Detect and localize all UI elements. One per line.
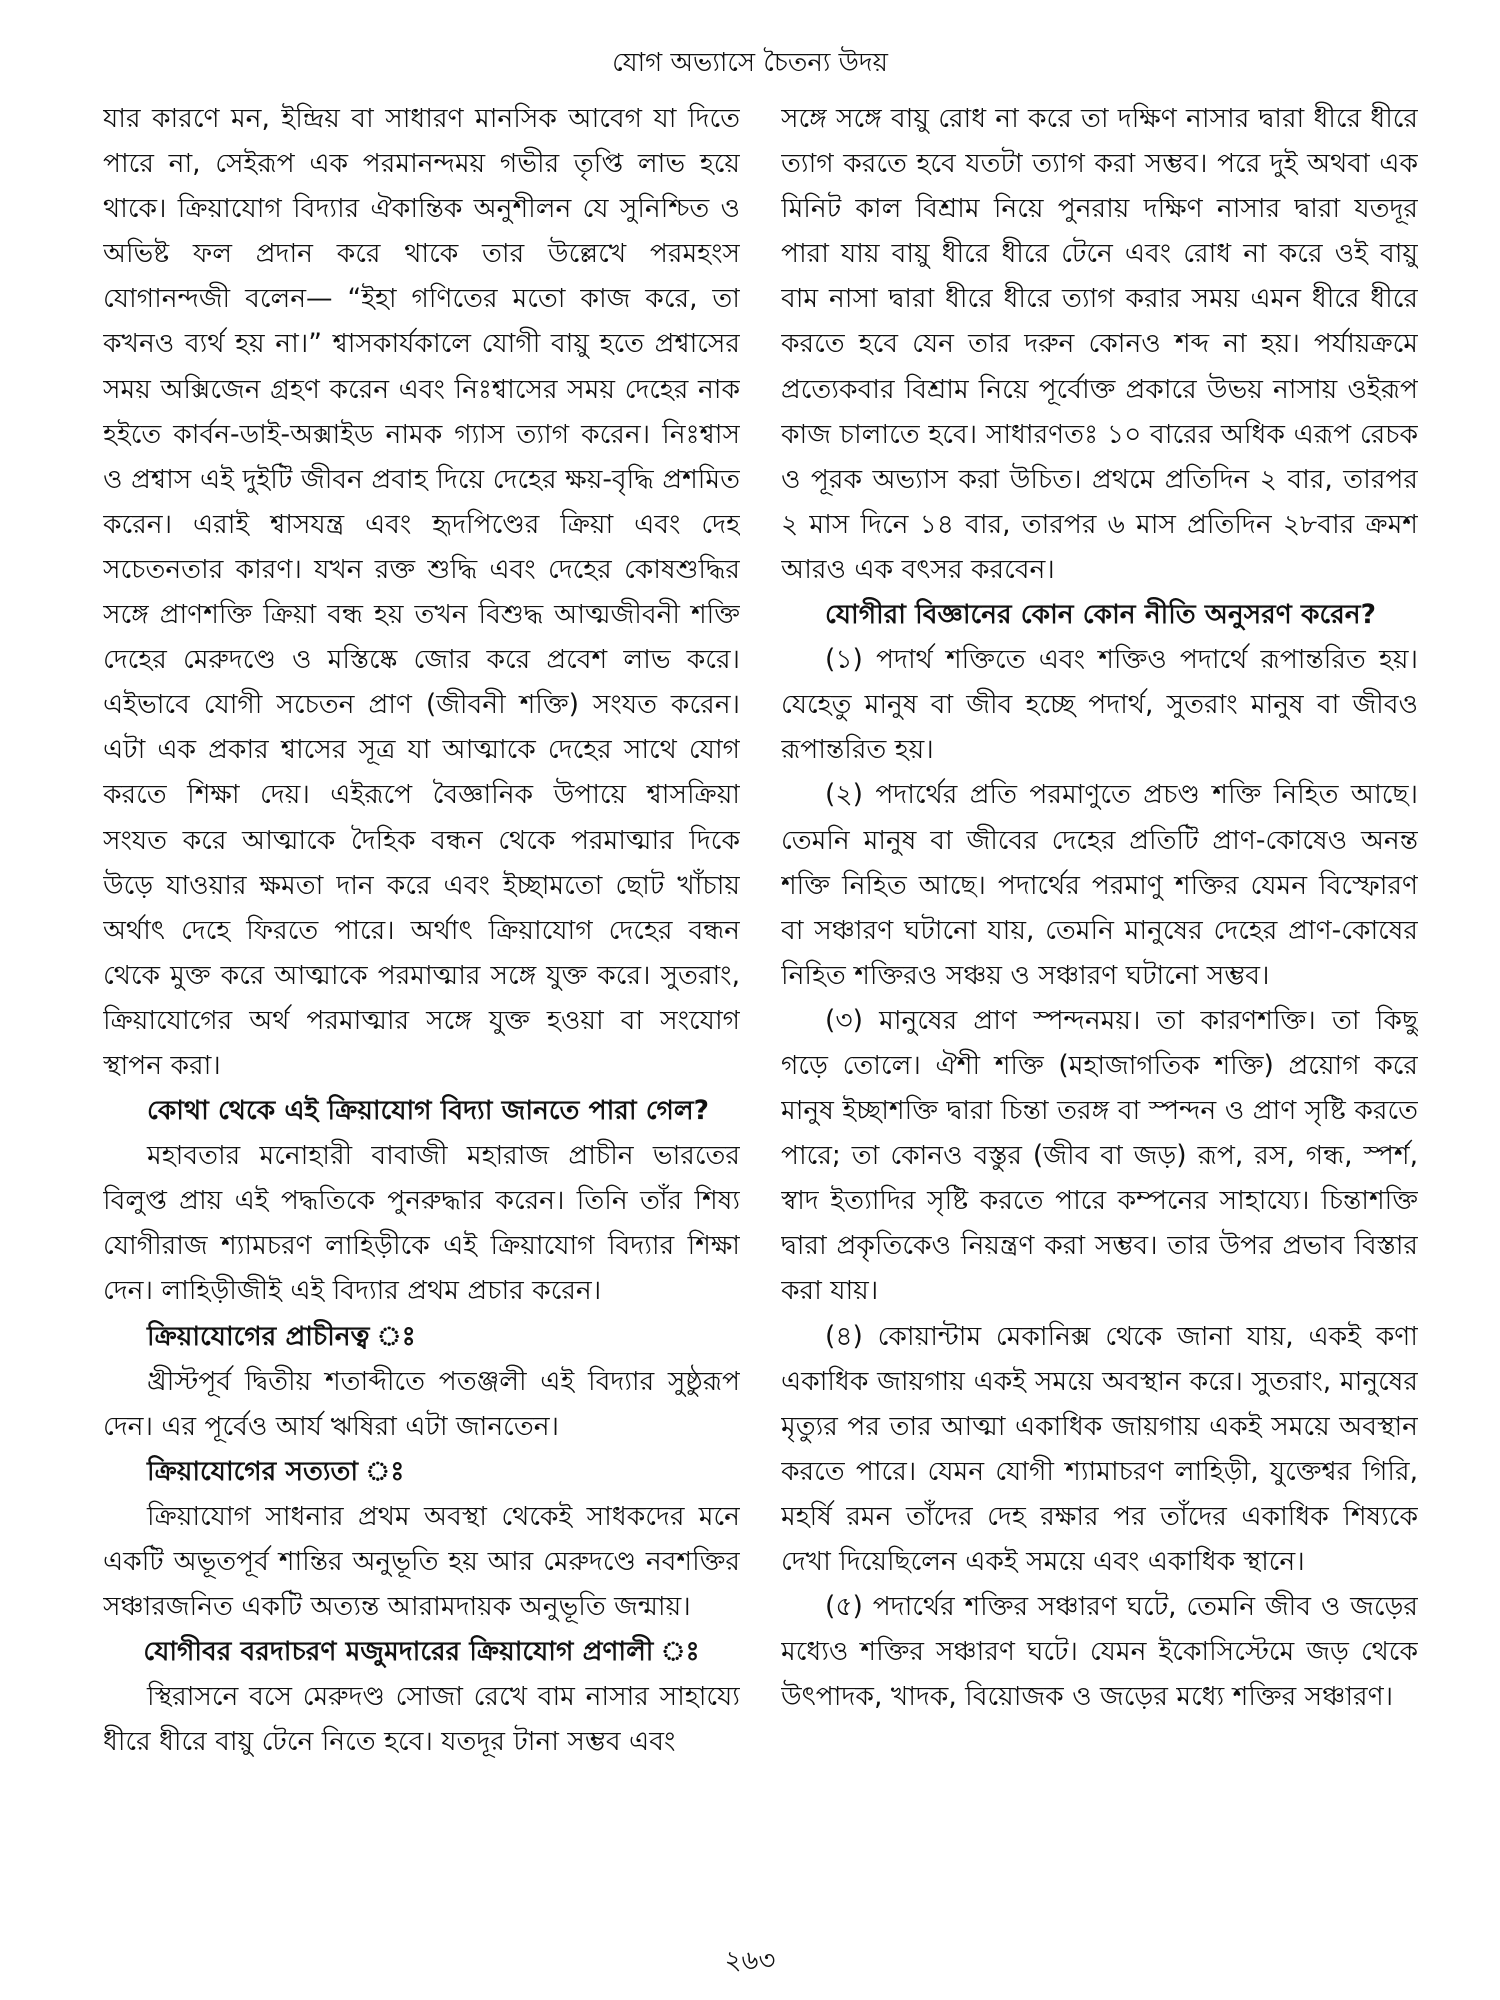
- paragraph-principle-4: (৪) কোয়ান্টাম মেকানিক্স থেকে জানা যায়, একই কণা একাধিক জায়গায় একই সময়ে অবস্থান করে। সুতরাং, মানুষের মৃত্যুর পর তার আত্মা একাধিক জায়গায় একই সময়ে অবস্থান করতে পারে। যেমন যোগী শ্যামাচরণ লাহিড়ী, যুক্তেশ্বর গিরি, মহর্ষি রমন তাঁদের দেহ রক্ষার পর তাঁদের একাধিক শিষ্যকে দেখা দিয়েছিলেন একই সময়ে এবং একাধিক স্থানে।: [781, 1320, 1418, 1577]
- heading-science-question: যোগীরা বিজ্ঞানের কোন কোন নীতি অনুসরণ করেন?: [825, 599, 1376, 631]
- right-column: [781, 96, 1418, 1936]
- paragraph-method-continued: সঙ্গে সঙ্গে বায়ু রোধ না করে তা দক্ষিণ নাসার দ্বারা ধীরে ধীরে ত্যাগ করতে হবে যতটা ত্যাগ করা সম্ভব। পরে দুই অথবা এক মিনিট কাল বিশ্রাম নিয়ে পুনরায় দক্ষিণ নাসার দ্বারা যতদূর পারা যায় বায়ু ধীরে ধীরে টেনে এবং রোধ না করে ওই বায়ু বাম নাসা দ্বারা ধীরে ধীরে ত্যাগ করার সময় এমন ধীরে ধীরে করতে হবে যেন তার দরুন কোনও শব্দ না হয়। পর্যায়ক্রমে প্রত্যেকবার বিশ্রাম নিয়ে পূর্বোক্ত প্রকারে উভয় নাসায় ওইরূপ কাজ চালাতে হবে। সাধারণতঃ ১০ বারের অধিক এরূপ রেচক ও পূরক অভ্যাস করা উচিত। প্রথমে প্রতিদিন ২ বার, তারপর ২ মাস দিনে ১৪ বার, তারপর ৬ মাস প্রতিদিন ২৮বার ক্রমশ আরও এক বৎসর করবেন।: [781, 103, 1418, 585]
- paragraph-origin: মহাবতার মনোহারী বাবাজী মহারাজ প্রাচীন ভারতের বিলুপ্ত প্রায় এই পদ্ধতিকে পুনরুদ্ধার করেন। তিনি তাঁর শিষ্য যোগীরাজ শ্যামচরণ লাহিড়ীকে এই ক্রিয়াযোগ বিদ্যার শিক্ষা দেন। লাহিড়ীজীই এই বিদ্যার প্রথম প্রচার করেন।: [103, 1140, 740, 1307]
- paragraph-antiquity: খ্রীস্টপূর্ব দ্বিতীয় শতাব্দীতে পতঞ্জলী এই বিদ্যার সুষ্ঠুরূপ দেন। এর পূর্বেও আর্য ঋষিরা এটা জানতেন।: [103, 1365, 740, 1442]
- left-column: [103, 96, 740, 1936]
- heading-origin-question: কোথা থেকে এই ক্রিয়াযোগ বিদ্যা জানতে পারা গেল?: [147, 1095, 709, 1127]
- paragraph-truth: ক্রিয়াযোগ সাধনার প্রথম অবস্থা থেকেই সাধকদের মনে একটি অভূতপূর্ব শান্তির অনুভূতি হয় আর মেরুদণ্ডে নবশক্তির সঞ্চারজনিত একটি অত্যন্ত আরামদায়ক অনুভূতি জন্মায়।: [103, 1500, 740, 1623]
- paragraph-principle-5: (৫) পদার্থের শক্তির সঞ্চারণ ঘটে, তেমনি জীব ও জড়ের মধ্যেও শক্তির সঞ্চারণ ঘটে। যেমন ইকোসিস্টেমে জড় থেকে উৎপাদক, খাদক, বিয়োজক ও জড়ের মধ্যে শক্তির সঞ্চারণ।: [781, 1591, 1418, 1713]
- paragraph-breath-intro: যার কারণে মন, ইন্দ্রিয় বা সাধারণ মানসিক আবেগ যা দিতে পারে না, সেইরূপ এক পরমানন্দময় গভীর তৃপ্তি লাভ হয়ে থাকে। ক্রিয়াযোগ বিদ্যার ঐকান্তিক অনুশীলন যে সুনিশ্চিত ও অভিষ্ট ফল প্রদান করে থাকে তার উল্লেখে পরমহংস যোগানন্দজী বলেন— “ইহা গণিতের মতো কাজ করে, তা কখনও ব্যর্থ হয় না।” শ্বাসকার্যকালে যোগী বায়ু হতে প্রশ্বাসের সময় অক্সিজেন গ্রহণ করেন এবং নিঃশ্বাসের সময় দেহের নাক হইতে কার্বন-ডাই-অক্সাইড নামক গ্যাস ত্যাগ করেন। নিঃশ্বাস ও প্রশ্বাস এই দুইটি জীবন প্রবাহ দিয়ে দেহের ক্ষয়-বৃদ্ধি প্রশমিত করেন। এরাই শ্বাসযন্ত্র এবং হৃদপিণ্ডের ক্রিয়া এবং দেহ সচেতনতার কারণ। যখন রক্ত শুদ্ধি এবং দেহের কোষশুদ্ধির সঙ্গে প্রাণশক্তি ক্রিয়া বন্ধ হয় তখন বিশুদ্ধ আত্মজীবনী শক্তি দেহের মেরুদণ্ডে ও মস্তিষ্কে জোর করে প্রবেশ লাভ করে। এইভাবে যোগী সচেতন প্রাণ (জীবনী শক্তি) সংযত করেন। এটা এক প্রকার শ্বাসের সূত্র যা আত্মাকে দেহের সাথে যোগ করতে শিক্ষা দেয়। এইরূপে বৈজ্ঞানিক উপায়ে শ্বাসক্রিয়া সংযত করে আত্মাকে দৈহিক বন্ধন থেকে পরমাত্মার দিকে উড়ে যাওয়ার ক্ষমতা দান করে এবং ইচ্ছামতো ছোট খাঁচায় অর্থাৎ দেহে ফিরতে পারে। অর্থাৎ ক্রিয়াযোগ দেহের বন্ধন থেকে মুক্ত করে আত্মাকে পরমাত্মার সঙ্গে যুক্ত করে। সুতরাং, ক্রিয়াযোগের অর্থ পরমাত্মার সঙ্গে যুক্ত হওয়া বা সংযোগ স্থাপন করা।: [103, 103, 740, 1081]
- running-title: যোগ অভ্যাসে চৈতন্য উদয়: [612, 48, 888, 78]
- paragraph-principle-1: (১) পদার্থ শক্তিতে এবং শক্তিও পদার্থে রূপান্তরিত হয়। যেহেতু মানুষ বা জীব হচ্ছে পদার্থ, সুতরাং মানুষ বা জীবও রূপান্তরিত হয়।: [781, 644, 1418, 766]
- paragraph-principle-2: (২) পদার্থের প্রতি পরমাণুতে প্রচণ্ড শক্তি নিহিত আছে। তেমনি মানুষ বা জীবের দেহের প্রতিটি প্রাণ-কোষেও অনন্ত শক্তি নিহিত আছে। পদার্থের পরমাণু শক্তির যেমন বিস্ফোরণ বা সঞ্চারণ ঘটানো যায়, তেমনি মানুষের দেহের প্রাণ-কোষের নিহিত শক্তিরও সঞ্চয় ও সঞ্চারণ ঘটানো সম্ভব।: [781, 779, 1418, 991]
- page-number: ২৬৩: [724, 1946, 776, 1976]
- paragraph-principle-3: (৩) মানুষের প্রাণ স্পন্দনময়। তা কারণশক্তি। তা কিছু গড়ে তোলে। ঐশী শক্তি (মহাজাগতিক শক্তি) প্রয়োগ করে মানুষ ইচ্ছাশক্তি দ্বারা চিন্তা তরঙ্গ বা স্পন্দন ও প্রাণ সৃষ্টি করতে পারে; তা কোনও বস্তুর (জীব বা জড়) রূপ, রস, গন্ধ, স্পর্শ, স্বাদ ইত্যাদির সৃষ্টি করতে পারে কম্পনের সাহায্যে। চিন্তাশক্তি দ্বারা প্রকৃতিকেও নিয়ন্ত্রণ করা সম্ভব। তার উপর প্রভাব বিস্তার করা যায়।: [781, 1004, 1418, 1307]
- heading-truth: ক্রিয়াযোগের সত্যতা ঃ: [147, 1455, 405, 1487]
- heading-antiquity: ক্রিয়াযোগের প্রাচীনত্ব ঃ: [147, 1320, 416, 1352]
- heading-method: যোগীবর বরদাচরণ মজুমদারের ক্রিয়াযোগ প্রণালী ঃ: [143, 1636, 700, 1668]
- paragraph-method: স্থিরাসনে বসে মেরুদণ্ড সোজা রেখে বাম নাসার সাহায্যে ধীরে ধীরে বায়ু টেনে নিতে হবে। যতদূর টানা সম্ভব এবং: [103, 1681, 740, 1758]
